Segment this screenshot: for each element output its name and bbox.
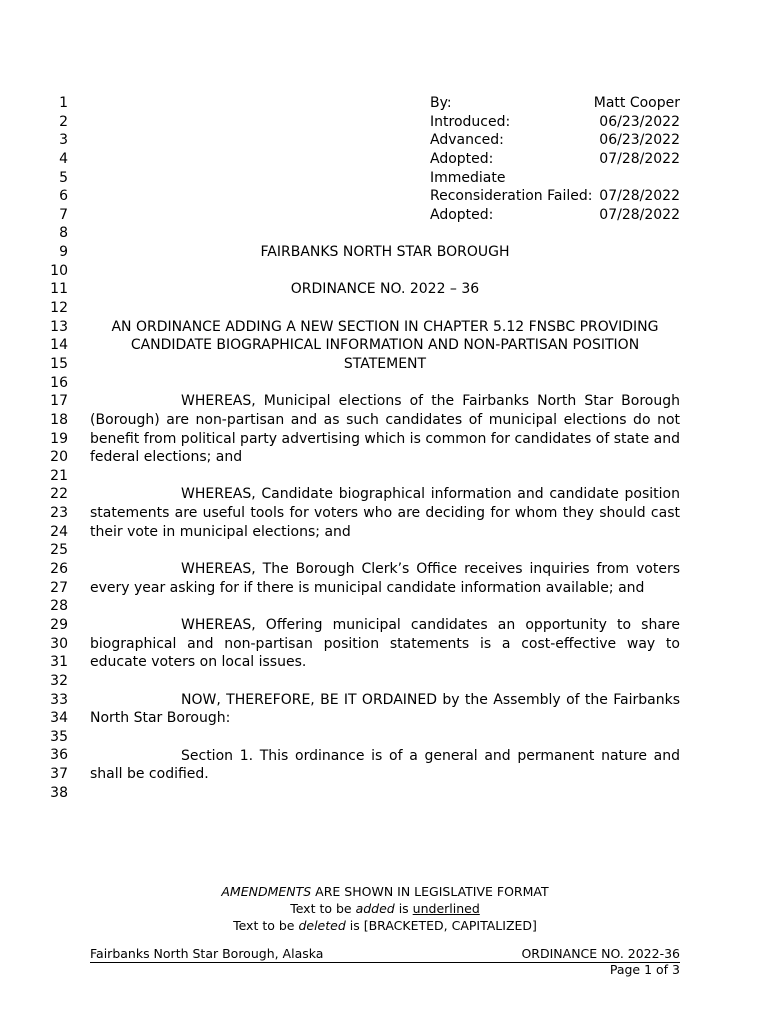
whereas-paragraph-4: WHEREAS, Offering municipal candidates an opportunity to share biographical and non-partisan position statements is a cost-effective way to educate voters on local issues.: [90, 617, 680, 671]
meta-value: Matt Cooper: [593, 95, 680, 111]
line-number: 15: [50, 355, 68, 372]
page-number: Page 1 of 3: [609, 962, 680, 977]
meta-label: By:: [430, 95, 452, 111]
line-number: 31: [50, 654, 68, 671]
ordained-paragraph: NOW, THEREFORE, BE IT ORDAINED by the Assembly of the Fairbanks North Star Borough:: [90, 691, 680, 727]
deleted-word: deleted: [298, 918, 346, 933]
line-number: 30: [50, 635, 68, 652]
line-number: 37: [50, 766, 68, 783]
line-number: 38: [50, 784, 68, 801]
line-number: 34: [50, 710, 68, 727]
line-number: 14: [50, 337, 68, 354]
meta-value: 07/28/2022: [599, 206, 680, 223]
line-number: 32: [50, 672, 68, 689]
meta-label: Immediate: [430, 169, 506, 186]
line-number: 11: [50, 281, 68, 298]
line-number: 27: [50, 579, 68, 596]
amendments-rest: ARE SHOWN IN LEGISLATIVE FORMAT: [311, 884, 549, 899]
meta-label: Adopted:: [430, 206, 494, 223]
ordinance-title-line-2: CANDIDATE BIOGRAPHICAL INFORMATION AND NON-PARTISAN POSITION: [130, 337, 640, 354]
line-number: 33: [50, 691, 68, 708]
meta-value: 07/28/2022: [599, 188, 680, 205]
whereas-paragraph-2: WHEREAS, Candidate biographical information and candidate position statements are useful tools for voters who are deciding for whom they should cast their vote in municipal elections; and: [90, 486, 680, 540]
line-number: 21: [50, 467, 68, 484]
line-number: 19: [50, 430, 68, 447]
line-number: 26: [50, 561, 68, 578]
meta-value: 06/23/2022: [599, 132, 680, 149]
section-1-paragraph: Section 1. This ordinance is of a general and permanent nature and shall be codified.: [90, 747, 680, 783]
added-word: added: [355, 901, 395, 916]
line-number: 20: [50, 449, 68, 466]
line-number: 10: [50, 262, 68, 279]
line-number: 12: [50, 300, 68, 317]
deleted-pre: Text to be: [233, 918, 299, 933]
whereas-paragraph-3: WHEREAS, The Borough Clerk’s Office receives inquiries from voters every year asking for if there is municipal candidate information available; and: [90, 561, 680, 596]
added-mid: is: [394, 901, 413, 916]
amendments-word: AMENDMENTS: [221, 884, 312, 899]
line-number: 8: [59, 225, 68, 242]
line-number: 1: [59, 95, 68, 111]
footer-borough: Fairbanks North Star Borough, Alaska: [90, 946, 324, 961]
deleted-rest: is [BRACKETED, CAPITALIZED]: [345, 918, 537, 933]
meta-value: 07/28/2022: [599, 150, 680, 167]
line-number: 3: [59, 132, 68, 149]
meta-label: Adopted:: [430, 150, 494, 167]
legislative-format-notes: [90, 883, 680, 934]
line-number: 23: [50, 505, 68, 522]
page-footer: [90, 946, 680, 963]
line-number: 16: [50, 374, 68, 391]
whereas-paragraph-1: WHEREAS, Municipal elections of the Fairbanks North Star Borough (Borough) are non-partisan and as such candidates of municipal elections do not benefit from political party advertising which is common for candidates of state and federal elections; and: [90, 393, 680, 466]
line-number: 18: [50, 411, 68, 428]
meta-label: Reconsideration Failed:: [430, 188, 593, 205]
added-pre: Text to be: [290, 901, 356, 916]
line-number: 9: [59, 244, 68, 261]
ordinance-title-line-1: AN ORDINANCE ADDING A NEW SECTION IN CHAPTER 5.12 FNSBC PROVIDING: [111, 318, 659, 335]
ordinance-title-line-3: STATEMENT: [343, 355, 427, 372]
meta-label: Advanced:: [430, 132, 504, 149]
line-number: 36: [50, 747, 68, 764]
line-number: 22: [50, 486, 68, 503]
line-number: 24: [50, 523, 68, 540]
footer-ordinance-number: ORDINANCE NO. 2022-36: [521, 946, 680, 961]
line-number: 28: [50, 598, 68, 615]
line-number: 5: [59, 169, 68, 186]
line-number: 25: [50, 542, 68, 559]
line-number: 7: [59, 206, 68, 223]
borough-heading: FAIRBANKS NORTH STAR BOROUGH: [260, 244, 510, 261]
deleted-note: [90, 917, 680, 934]
line-number: 17: [50, 393, 68, 410]
line-number-column: [30, 94, 68, 802]
line-number: 13: [50, 318, 68, 335]
line-number: 29: [50, 616, 68, 633]
underlined-word: underlined: [412, 901, 480, 916]
ordinance-number: ORDINANCE NO. 2022 – 36: [290, 281, 480, 298]
line-number: 4: [59, 150, 68, 167]
meta-label: Introduced:: [430, 113, 511, 130]
amendments-note: [90, 883, 680, 900]
added-note: [90, 900, 680, 917]
meta-value: 06/23/2022: [599, 113, 680, 130]
line-number: 35: [50, 728, 68, 745]
line-number: 2: [59, 113, 68, 130]
ordinance-body: [90, 94, 680, 784]
line-number: 6: [59, 188, 68, 205]
